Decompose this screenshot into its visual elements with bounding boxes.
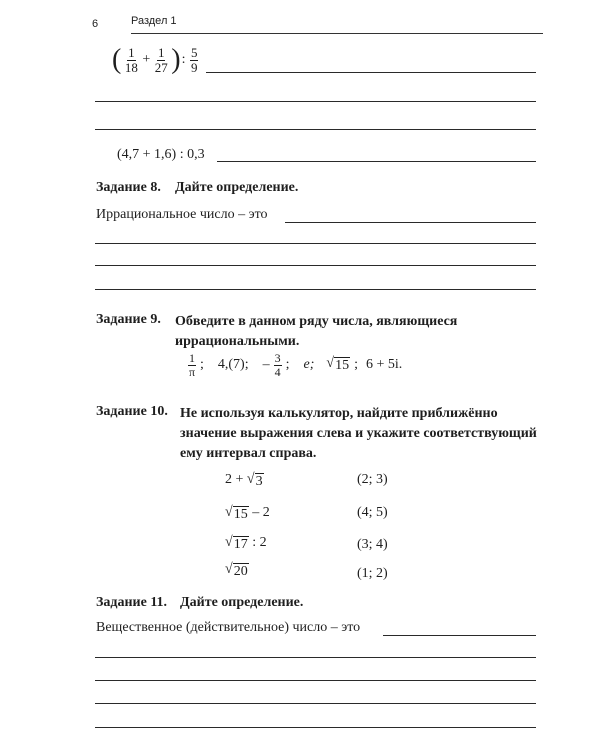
task-8-title: Дайте определение. <box>175 180 299 195</box>
answer-line[interactable] <box>95 727 536 728</box>
sqrt-15: √ 15 <box>225 504 248 522</box>
answer-line[interactable] <box>95 680 536 681</box>
fraction-1-18: $\frac{1}{18}$ <box>124 45 138 75</box>
sqrt-17: √ 17 <box>225 534 248 552</box>
interval-item[interactable]: (1; 2) <box>357 566 388 581</box>
number-repeating-decimal: 4,(7); <box>217 357 249 373</box>
right-paren: ) <box>171 44 181 76</box>
radical-sign-icon: √ <box>225 561 233 578</box>
expression-row: √ 15 – 2 <box>225 504 270 522</box>
section-label: Раздел 1 <box>131 15 177 27</box>
separator: ; <box>285 357 290 373</box>
expression-row: 2 + √ 3 <box>225 471 263 489</box>
separator: ; <box>200 357 204 373</box>
radical-sign-icon: √ <box>246 471 255 488</box>
answer-line[interactable] <box>95 703 536 704</box>
number-complex: 6 + 5i. <box>365 357 403 373</box>
left-paren: ( <box>112 44 122 76</box>
task-9-numbers <box>188 352 402 378</box>
expression-row: √ 17 : 2 <box>225 534 267 552</box>
answer-line[interactable] <box>217 161 536 162</box>
answer-line[interactable] <box>95 265 536 266</box>
task-11-title: Дайте определение. <box>180 595 304 610</box>
task-8-label: Задание 8. <box>96 180 161 195</box>
answer-line[interactable] <box>95 243 536 244</box>
plus-sign: + <box>142 52 151 68</box>
task-9-label: Задание 9. <box>96 312 161 327</box>
interval-item[interactable]: (3; 4) <box>357 537 388 552</box>
expression-1 <box>112 46 198 74</box>
radical-sign-icon: √ <box>225 504 233 521</box>
expression-2: (4,7 + 1,6) : 0,3 <box>117 147 205 162</box>
interval-item[interactable]: (4; 5) <box>357 505 388 520</box>
task-10-title: Не используя калькулятор, найдите приближённо значение выражения слева и укажите соответствующий ему интервал справа. <box>180 406 537 461</box>
divide-sign: : <box>181 52 186 68</box>
sqrt-3: √ 3 <box>246 471 263 489</box>
expression-row <box>225 562 249 579</box>
header-rule <box>131 33 543 34</box>
answer-line[interactable] <box>95 129 536 130</box>
number-e: e; <box>303 357 315 373</box>
interval-item[interactable]: (2; 3) <box>357 472 388 487</box>
task-10-label: Задание 10. <box>96 404 168 419</box>
fraction-1-27: $\frac{1}{27}$ <box>154 45 168 75</box>
fraction-5-9: $\frac{5}{9}$ <box>190 45 198 75</box>
task-9-title: Обведите в данном ряду числа, являющиеся иррациональными. <box>175 314 458 349</box>
number-one-over-pi: $\frac{1}{\pi}$ <box>188 351 196 379</box>
page-number: 6 <box>92 18 99 30</box>
answer-line[interactable] <box>383 635 536 636</box>
number-three-quarters: $\frac{3}{4}$ <box>274 351 281 379</box>
radical-sign-icon: √ <box>225 534 233 551</box>
minus-sign: – <box>262 357 270 373</box>
task-8-prompt: Иррациональное число – это <box>96 207 268 222</box>
answer-line[interactable] <box>95 289 536 290</box>
answer-line[interactable] <box>285 222 536 223</box>
radical-sign-icon: √ <box>326 355 335 372</box>
answer-line[interactable] <box>95 101 536 102</box>
number-sqrt-15: √ 15 <box>326 355 350 373</box>
separator: ; <box>354 357 358 373</box>
task-11-prompt: Вещественное (действительное) число – это <box>96 620 361 635</box>
answer-line[interactable] <box>206 72 536 73</box>
task-11-label: Задание 11. <box>96 595 168 610</box>
answer-line[interactable] <box>95 657 536 658</box>
sqrt-20: √ 20 <box>225 561 248 579</box>
